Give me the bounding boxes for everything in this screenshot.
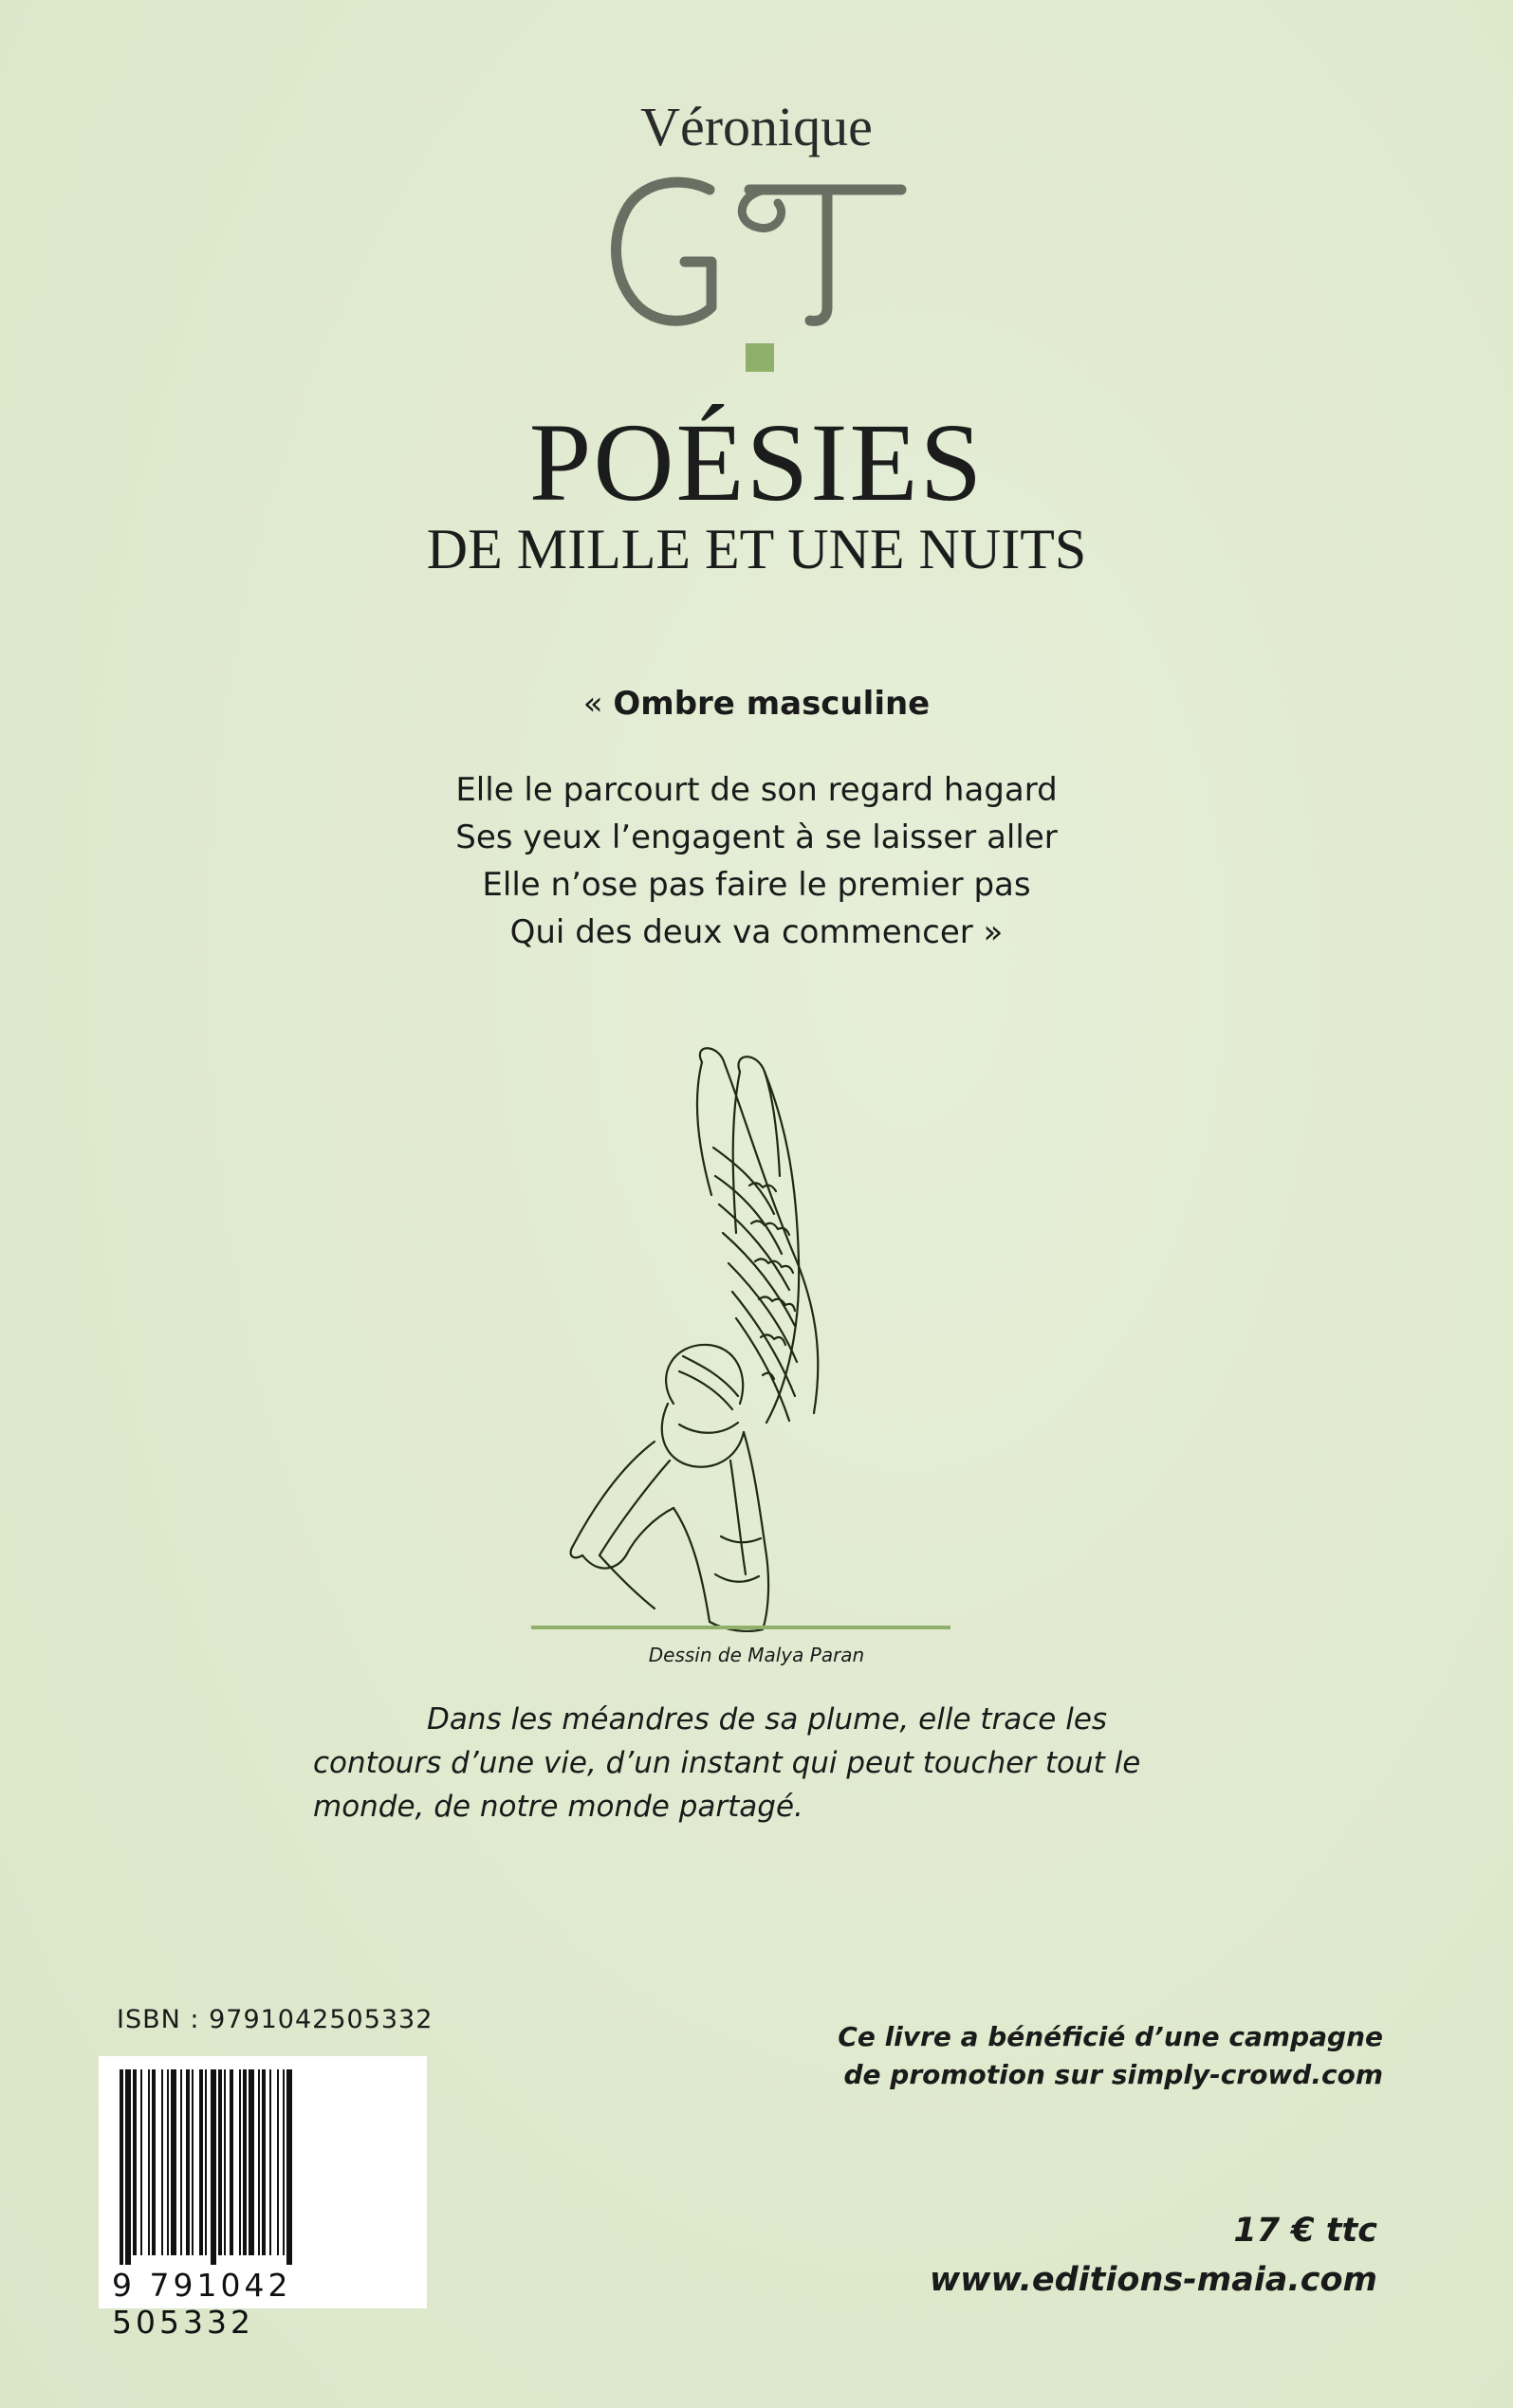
author-monogram	[607, 169, 911, 330]
poem-line: Qui des deux va commencer »	[509, 913, 1004, 951]
barcode-bar	[161, 2069, 163, 2255]
price: 17 € ttc	[1233, 2212, 1377, 2250]
barcode-bar	[148, 2069, 150, 2255]
barcode-bar	[211, 2069, 216, 2265]
poem-line: Elle le parcourt de son regard hagard	[455, 771, 1058, 809]
barcode-bar	[277, 2069, 279, 2255]
author-first-name: Véronique	[640, 96, 873, 157]
poem-line: Ses yeux l’engagent à se laisser aller	[455, 818, 1058, 856]
promo-line: Ce livre a bénéficié d’une campagne	[838, 2021, 1383, 2052]
barcode-bar	[152, 2069, 156, 2255]
barcode-bar	[218, 2069, 222, 2255]
barcode-bar	[286, 2069, 292, 2265]
barcode-bar	[120, 2069, 123, 2265]
barcode-bar	[262, 2069, 266, 2255]
poem-excerpt	[0, 685, 1513, 956]
barcode-bar	[199, 2069, 203, 2255]
promo-notice	[838, 2018, 1383, 2094]
barcode-bar	[192, 2069, 194, 2255]
barcode-bar	[205, 2069, 207, 2255]
promo-line: de promotion sur simply-crowd.com	[843, 2059, 1383, 2090]
barcode-bar	[186, 2069, 190, 2255]
open-quote: «	[582, 685, 614, 723]
book-subtitle: DE MILLE ET UNE NUITS	[426, 518, 1087, 580]
barcode-bar	[171, 2069, 176, 2255]
barcode-bar	[167, 2069, 169, 2255]
barcode-bar	[269, 2069, 271, 2255]
poem-title	[0, 685, 1513, 723]
winged-figure-drawing-icon	[512, 1043, 987, 1641]
poem-title-text: Ombre masculine	[613, 685, 931, 723]
poem-line: Elle n’ose pas faire le premier pas	[482, 866, 1031, 904]
illustration-caption: Dessin de Malya Paran	[648, 1644, 865, 1666]
barcode-bar	[140, 2069, 142, 2255]
barcode-bar	[133, 2069, 137, 2255]
barcode-bar	[243, 2069, 247, 2255]
book-title: POÉSIES	[528, 400, 985, 524]
barcode-bar	[180, 2069, 182, 2255]
barcode-bar	[230, 2069, 233, 2255]
barcode-digits: 9 791042 505332	[112, 2267, 292, 2341]
barcode-bar	[239, 2069, 241, 2255]
barcode-bar	[258, 2069, 260, 2255]
back-cover-blurb: Dans les méandres de sa plume, elle trace les contours d’une vie, d’un instant qui peut toucher tout le monde, de notre monde partagé.	[313, 1702, 1141, 1824]
isbn-label: ISBN : 9791042505332	[117, 2005, 434, 2034]
accent-square	[746, 343, 774, 372]
barcode	[99, 2056, 427, 2341]
publisher-website: www.editions-maia.com	[929, 2261, 1377, 2299]
barcode-bar	[283, 2069, 285, 2255]
barcode-bar	[224, 2069, 226, 2255]
barcode-bar	[125, 2069, 131, 2265]
barcode-bar	[249, 2069, 254, 2255]
